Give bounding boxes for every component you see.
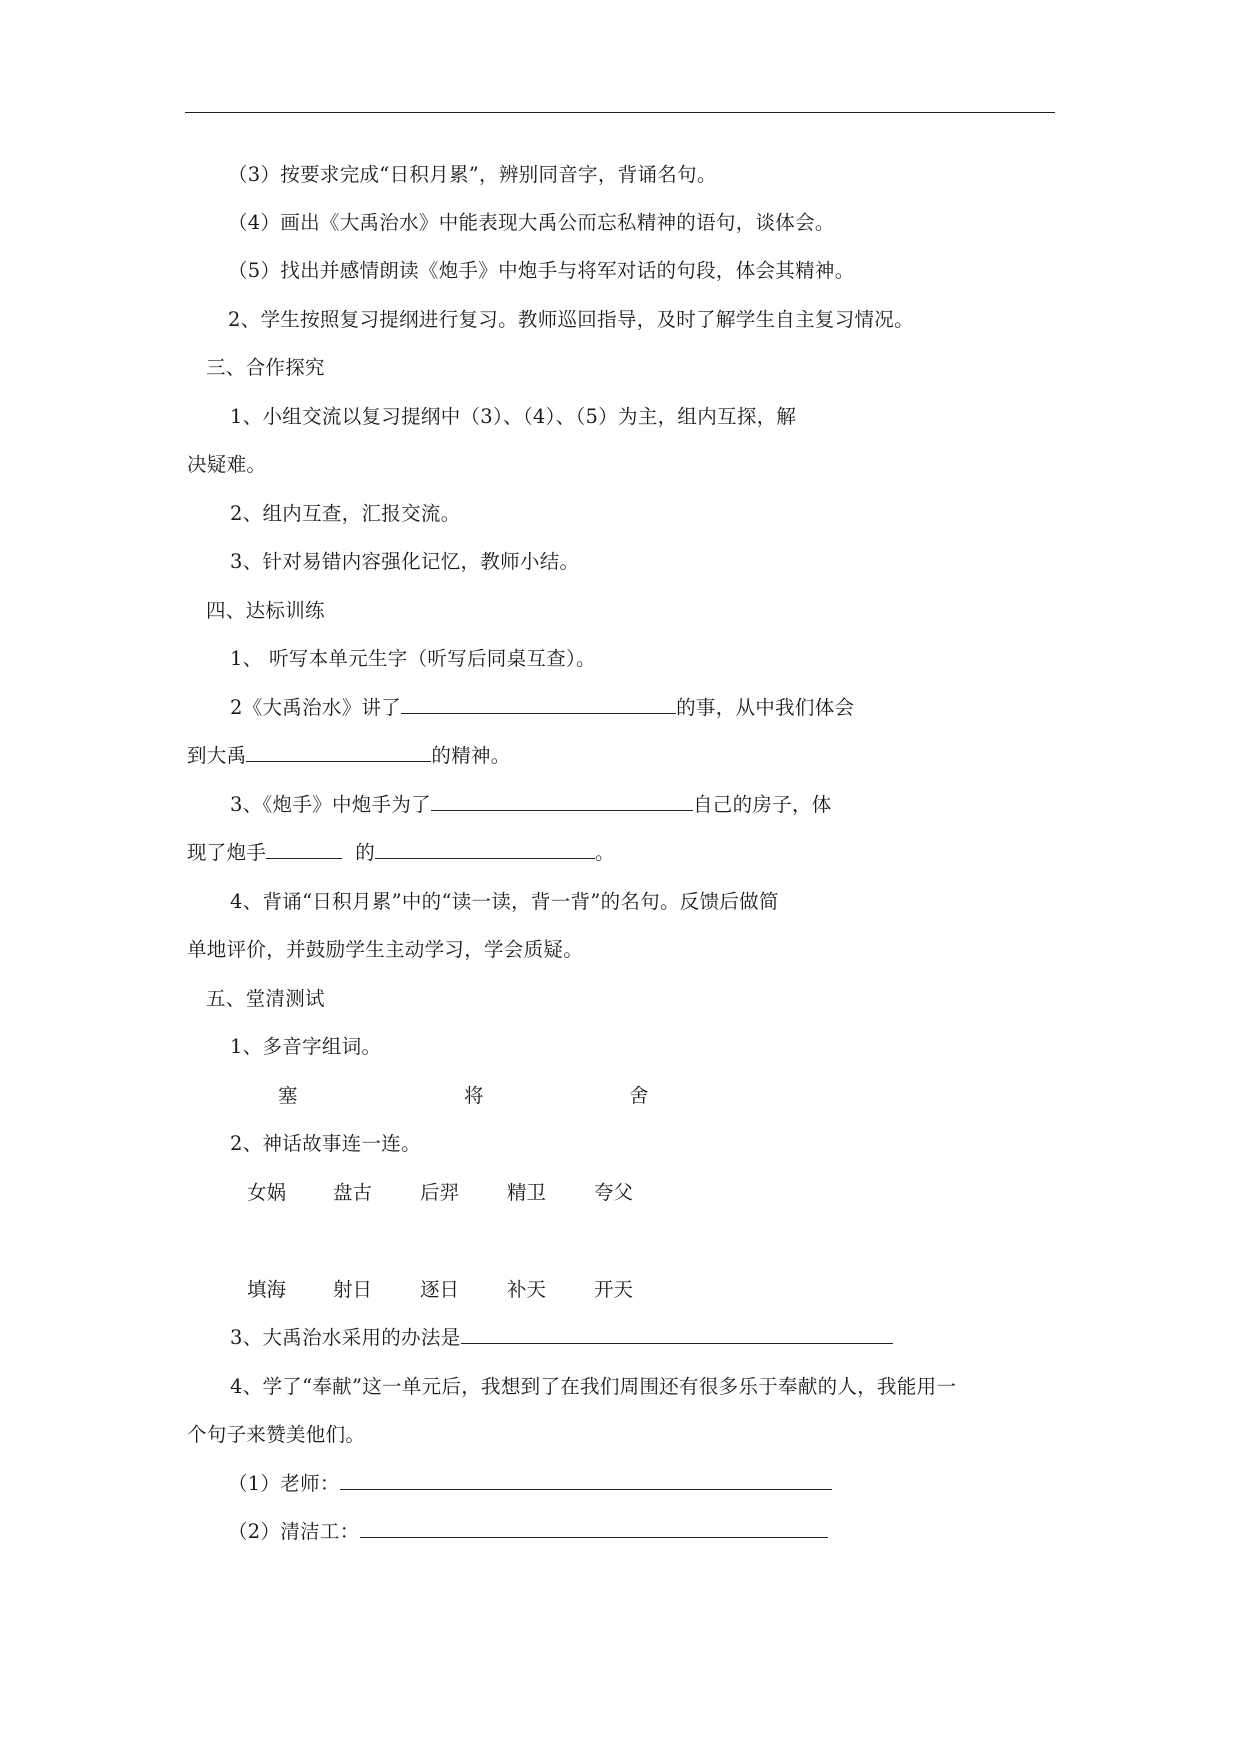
myth-deed: 补天 xyxy=(507,1278,547,1301)
review-step-2: 2、学生按照复习提纲进行复习。教师巡回指导，及时了解学生自主复习情况。 xyxy=(228,308,914,331)
praise-teacher-blank[interactable] xyxy=(340,1471,832,1490)
q3-method-blank[interactable] xyxy=(461,1325,893,1344)
q3-text-e: 。 xyxy=(595,841,615,864)
section5-heading: 五、堂清测试 xyxy=(206,987,325,1010)
q3-blank-2[interactable] xyxy=(266,840,342,859)
q2-text-c: 到大禹 xyxy=(187,744,247,767)
section3-p1-line2: 决疑难。 xyxy=(187,453,267,476)
section4-heading: 四、达标训练 xyxy=(206,599,325,622)
q3-blank-1[interactable] xyxy=(431,792,693,811)
praise-teacher-label: （1）老师： xyxy=(228,1472,340,1495)
q3-text-b: 自己的房子，体 xyxy=(692,793,832,816)
section4-q1: 1、 听写本单元生字（听写后同桌互查）。 xyxy=(230,647,596,670)
myth-deed: 射日 xyxy=(333,1278,373,1301)
review-item-5: （5）找出并感情朗读《炮手》中炮手与将军对话的句段，体会其精神。 xyxy=(228,259,855,282)
section3-p1-line1: 1、小组交流以复习提纲中（3）、（4）、（5）为主，组内互探，解 xyxy=(230,405,797,428)
header-rule xyxy=(185,112,1055,113)
myth-name: 女娲 xyxy=(247,1181,287,1204)
polyphone-char: 舍 xyxy=(629,1084,649,1107)
polyphone-char: 塞 xyxy=(278,1084,298,1107)
myth-name: 夸父 xyxy=(594,1181,634,1204)
q3-text-a: 3、《炮手》中炮手为了 xyxy=(230,793,431,816)
section5-q4-line1: 4、学了“奉献”这一单元后，我想到了在我们周围还有很多乐于奉献的人，我能用一 xyxy=(230,1375,957,1398)
praise-cleaner-blank[interactable] xyxy=(360,1519,828,1538)
q3-text-c: 现了炮手 xyxy=(187,841,267,864)
myth-deed: 填海 xyxy=(247,1278,287,1301)
section4-q4-line1: 4、背诵“日积月累”中的“读一读，背一背”的名句。反馈后做简 xyxy=(230,890,779,913)
section5-q1: 1、多音字组词。 xyxy=(230,1035,382,1058)
q3-blank-3[interactable] xyxy=(375,840,595,859)
section4-q2-line1 xyxy=(230,694,854,722)
section4-q3-line1 xyxy=(230,791,832,819)
q2-text-b: 的事，从中我们体会 xyxy=(676,696,855,719)
q3-text-d: 的 xyxy=(355,841,376,864)
section5-q4-line2: 个句子来赞美他们。 xyxy=(187,1423,366,1446)
section5-q3 xyxy=(230,1324,893,1352)
section4-q2-line2 xyxy=(187,742,511,770)
section5-q2: 2、神话故事连一连。 xyxy=(230,1132,421,1155)
q2-blank-1[interactable] xyxy=(401,695,676,714)
q3-method-text: 3、大禹治水采用的办法是 xyxy=(230,1326,461,1349)
praise-cleaner xyxy=(228,1518,828,1546)
review-item-4: （4）画出《大禹治水》中能表现大禹公而忘私精神的语句，谈体会。 xyxy=(228,211,835,234)
polyphone-char: 将 xyxy=(464,1084,484,1107)
myth-name: 精卫 xyxy=(507,1181,547,1204)
myth-name: 后羿 xyxy=(420,1181,460,1204)
section3-p2: 2、组内互查，汇报交流。 xyxy=(230,502,461,525)
section4-q3-line2 xyxy=(187,839,615,867)
section3-p3: 3、针对易错内容强化记忆，教师小结。 xyxy=(230,550,580,573)
q2-text-a: 2《大禹治水》讲了 xyxy=(230,696,402,719)
myth-name: 盘古 xyxy=(333,1181,373,1204)
q2-text-d: 的精神。 xyxy=(431,744,511,767)
myth-deed: 开天 xyxy=(594,1278,634,1301)
praise-cleaner-label: （2）清洁工： xyxy=(228,1520,360,1543)
section4-q4-line2: 单地评价，并鼓励学生主动学习，学会质疑。 xyxy=(187,938,584,961)
praise-teacher xyxy=(228,1470,832,1498)
review-item-3: （3）按要求完成“日积月累”，辨别同音字，背诵名句。 xyxy=(228,163,717,186)
section3-heading: 三、合作探究 xyxy=(206,356,325,379)
q2-blank-2[interactable] xyxy=(246,743,431,762)
myth-deed: 逐日 xyxy=(420,1278,460,1301)
